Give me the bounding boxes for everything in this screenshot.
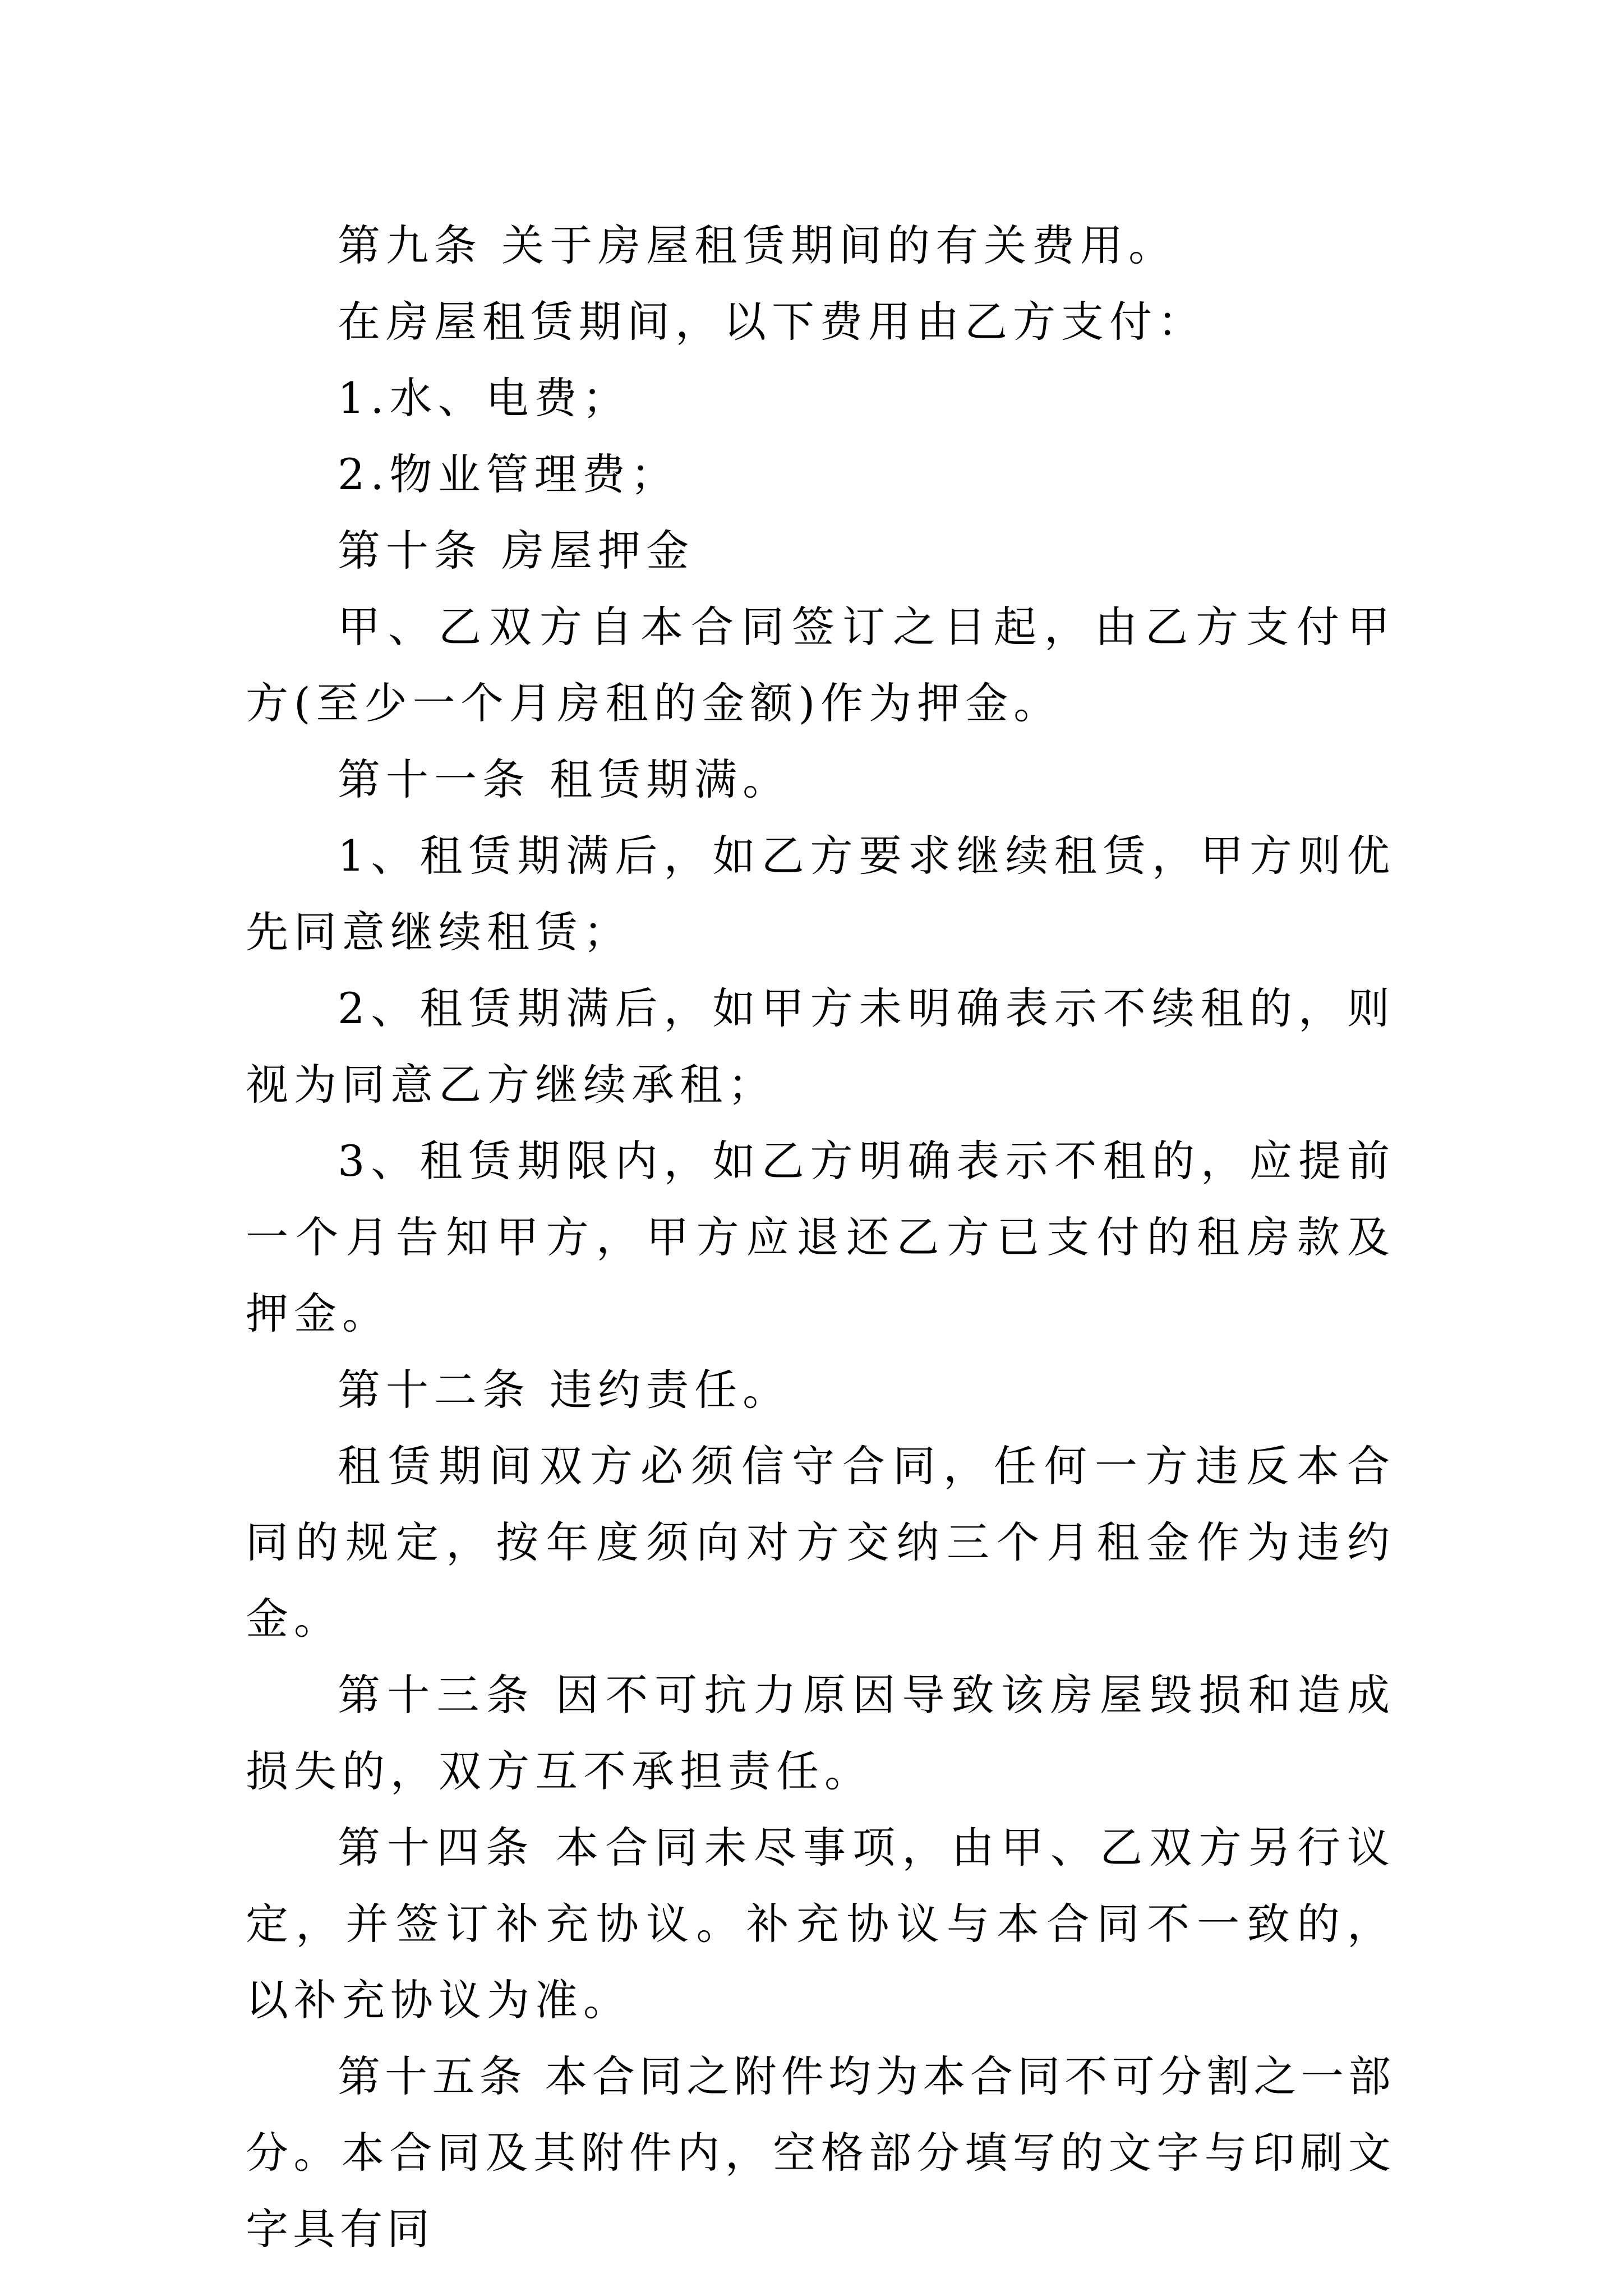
article-11-clause-2: 2、租赁期满后，如甲方未明确表示不续租的，则视为同意乙方继续承租； [246,983,1395,1110]
article-11-clause-3: 3、租赁期限内，如乙方明确表示不租的，应提前一个月告知甲方，甲方应退还乙方已支付的租房款及押金。 [246,1136,1395,1338]
article-13-clause: 第十三条 因不可抗力原因导致该房屋毁损和造成损失的，双方互不承担责任。 [246,1670,1395,1796]
article-14-clause: 第十四条 本合同未尽事项，由甲、乙双方另行议定，并签订补充协议。补充协议与本合同不一致的，以补充协议为准。 [246,1823,1395,2025]
fee-item-utilities: 1.水、电费； [338,373,631,423]
article-9-intro: 在房屋租赁期间，以下费用由乙方支付： [338,297,1206,347]
fee-item-property-management: 2.物业管理费； [338,449,679,499]
article-11-heading: 第十一条 租赁期满。 [338,754,791,804]
article-10-deposit-clause: 甲、乙双方自本合同签订之日起，由乙方支付甲方(至少一个月房租的金额)作为押金。 [246,602,1395,728]
article-11-clause-1: 1、租赁期满后，如乙方要求继续租赁，甲方则优先同意继续租赁； [246,831,1395,957]
article-9-heading: 第九条 关于房屋租赁期间的有关费用。 [338,220,1177,270]
article-10-heading: 第十条 房屋押金 [338,526,695,576]
article-12-clause: 租赁期间双方必须信守合同，任何一方违反本合同的规定，按年度须向对方交纳三个月租金作为违约金。 [246,1441,1395,1644]
article-12-heading: 第十二条 违约责任。 [338,1365,791,1415]
document-body [246,208,1395,2267]
article-15-clause: 第十五条 本合同之附件均为本合同不可分割之一部分。本合同及其附件内，空格部分填写的文字与印刷文字具有同 [246,2051,1395,2254]
